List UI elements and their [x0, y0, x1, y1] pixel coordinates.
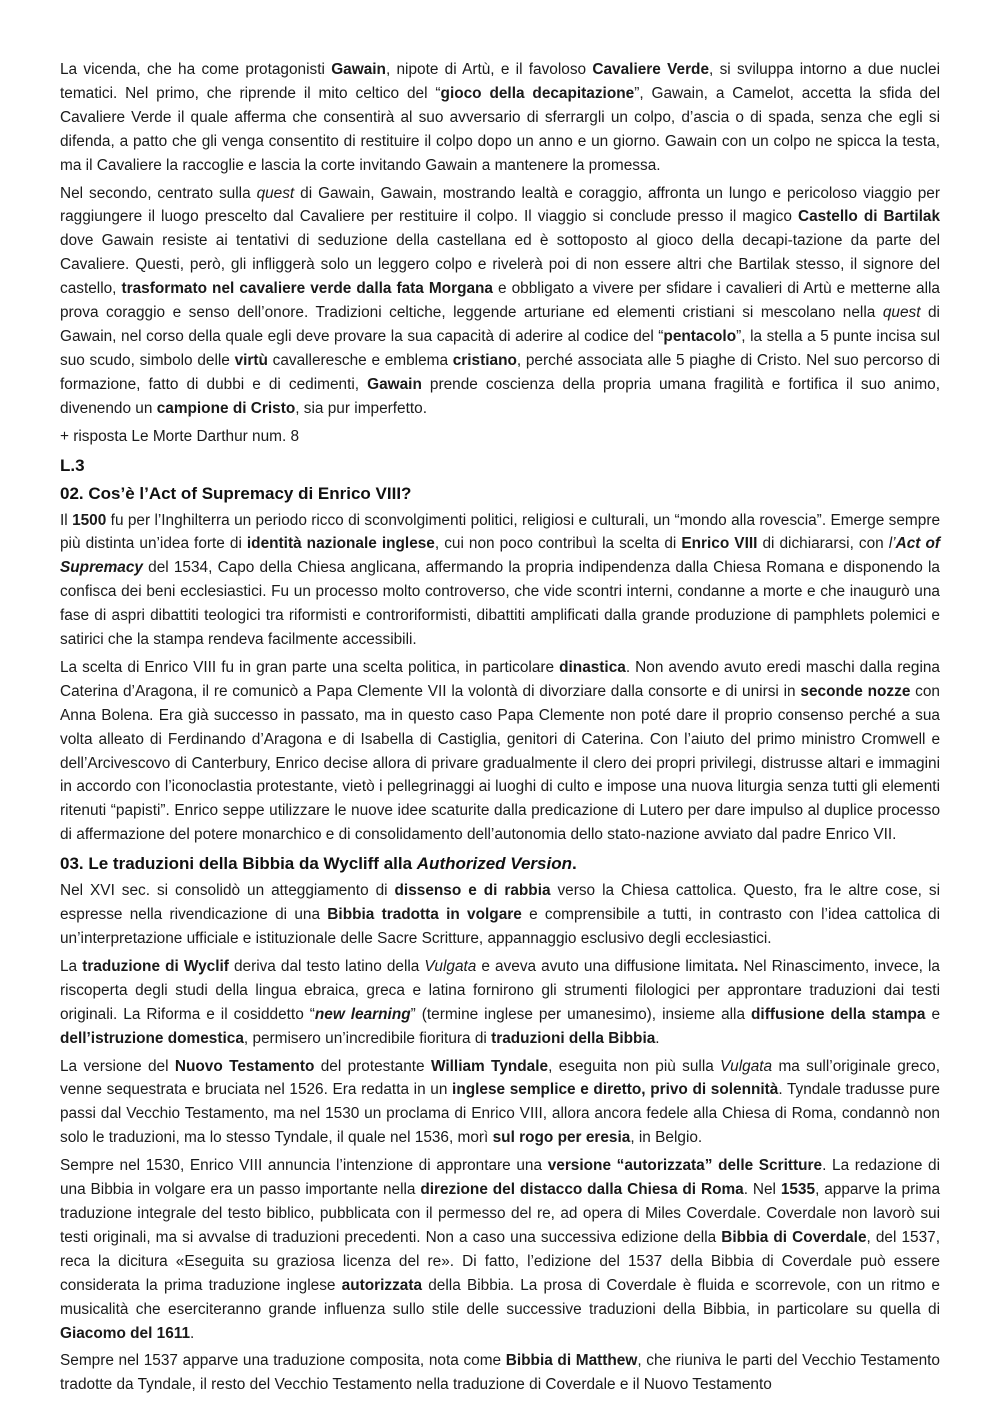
text-run: .: [190, 1324, 195, 1342]
text-run: , eseguita non più sulla: [548, 1057, 721, 1075]
emphasized-text: dinastica: [559, 658, 626, 676]
question-heading-act-of-supremacy: [60, 481, 940, 507]
text-run: della Bibbia. La prosa di Coverdale è fluida e scorrevole, con un ritmo e musicalità che eserciteranno grande influenza sullo stile delle successive traduzioni della Bibbia, in particolare su quella di: [60, 1276, 940, 1318]
note-le-morte-darthur: [60, 425, 940, 449]
emphasized-text: .: [734, 957, 739, 975]
text-run: 03. Le traduzioni della Bibbia da Wycliff alla: [60, 854, 417, 874]
text-run: Nel XVI sec. si consolidò un atteggiamento di: [60, 882, 395, 900]
emphasized-text: Gawain: [331, 61, 386, 78]
emphasized-text: new learning: [314, 1005, 411, 1023]
text-run: con Anna Bolena. Era già successo in passato, ma in questo caso Papa Clemente non poté dare il proprio consenso perché a sua volta alleato di Ferdinando d’Aragona e di Isabella di Castiglia, genitori di Caterina. Con l’aiuto del primo ministro Cromwell e dell’Arcivescovo di Canterbury, Enrico decise allora di privare gradualmente il clero dei propri privilegi, distrusse altari e immagini in accordo con l’iconoclastia protestante, vietò i pellegrinaggi ai luoghi di culto e impose una nuova liturgia senza tutti gli elementi ritenuti “papisti”. Enrico seppe utilizzare le nuove idee scaturite dalla predicazione di Lutero per dare impulso al duplice processo di affermazione del potere monarchico e di consolidamento dell’autonomia dello stato-nazione avviato dal padre Enrico VII.: [60, 682, 940, 844]
text-run: Sempre nel 1530, Enrico VIII annuncia l’intenzione di approntare una: [60, 1157, 548, 1175]
text-run: e: [925, 1005, 941, 1023]
emphasized-text: Nuovo Testamento: [174, 1057, 315, 1075]
emphasized-text: gioco della decapitazione: [440, 84, 635, 102]
text-run: La vicenda, che ha come protagonisti: [60, 61, 332, 78]
emphasized-text: dell’istruzione domestica: [60, 1029, 244, 1047]
text-run: di dichiararsi, con: [757, 535, 889, 553]
paragraph-wyclif-translation: [60, 955, 940, 1051]
emphasized-text: l’: [888, 535, 896, 553]
emphasized-text: quest: [882, 304, 921, 322]
text-run: . Non avendo avuto eredi maschi dalla regina Caterina d’Aragona, il re comunicò a Papa Clemente VII la volontà di divorziare dalla consorte e di unirsi in: [60, 658, 940, 700]
emphasized-text: Cavaliere Verde: [592, 61, 710, 78]
emphasized-text: versione “autorizzata” delle Scritture: [547, 1157, 823, 1175]
text-run: ” (termine inglese per umanesimo), insieme alla: [410, 1005, 752, 1023]
section-label-l3: [60, 453, 940, 479]
text-run: , in Belgio.: [630, 1129, 703, 1147]
text-run: di Gawain, nel corso della quale egli deve provare la sua capacità di aderire al codice del “: [60, 304, 940, 345]
text-run: , si sviluppa intorno a due nuclei tematici. Nel primo, che riprende il mito celtico del “: [60, 61, 940, 102]
emphasized-text: Vulgata: [720, 1057, 773, 1075]
text-run: .: [572, 854, 577, 874]
text-run: di Gawain, Gawain, mostrando lealtà e coraggio, affronta un lungo e pericoloso viaggio per raggiungere il luogo prescelto dal Cavaliere per restituire il colpo. Il viaggio si conclude presso il magico: [60, 184, 940, 226]
emphasized-text: seconde nozze: [800, 682, 911, 700]
emphasized-text: sul rogo per eresia: [492, 1129, 631, 1147]
emphasized-text: Bibbia di Matthew: [505, 1352, 638, 1370]
text-run: e aveva avuto una diffusione limitata: [476, 957, 735, 975]
emphasized-text: virtù: [234, 351, 268, 369]
paragraph-matthew-bible: [60, 1349, 940, 1397]
text-run: , che riuniva le parti del Vecchio Testamento tradotte da Tyndale, il resto del Vecchio Testamento nella traduzione di Coverdale e il Nuovo Testamento: [60, 1352, 940, 1394]
text-run: fu per l’Inghilterra un periodo ricco di sconvolgimenti politici, religiosi e culturali, un “mondo alla rovescia”. Emerge sempre più distinta un’idea forte di: [60, 511, 941, 553]
text-run: prende coscienza della propria umana fragilità e fortifica il suo animo, divenendo un: [60, 375, 940, 417]
emphasized-text: Gawain: [367, 375, 422, 393]
text-run: Nel Rinascimento, invece, la riscoperta degli studi della lingua ebraica, greca e latina fornirono gli strumenti filologici per approntare traduzioni dai testi originali. La Riforma e il cosiddetto “: [60, 957, 940, 1023]
emphasized-text: Enrico VIII: [681, 535, 758, 553]
emphasized-text: dissenso e di rabbia: [394, 882, 551, 900]
paragraph-gawain-quest: [60, 182, 940, 421]
emphasized-text: inglese semplice e diretto, privo di solennità: [452, 1081, 779, 1099]
paragraph-tyndale: [60, 1055, 940, 1151]
emphasized-text: direzione del distacco dalla Chiesa di Roma: [420, 1181, 744, 1199]
emphasized-text: 1500: [72, 511, 107, 529]
text-run: , cui non poco contribuì la scelta di: [434, 535, 682, 553]
text-run: 02. Cos’è l’Act of Supremacy di Enrico VIII?: [60, 483, 412, 503]
emphasized-text: 1535: [780, 1181, 816, 1199]
text-run: e comprensibile a tutti, in contrasto con l’idea cattolica di un’interpretazione ufficiale e istituzionale delle Sacre Scritture, appannaggio esclusivo degli ecclesiastici.: [60, 906, 941, 947]
emphasized-text: pentacolo: [663, 327, 737, 345]
paragraph-coverdale: [60, 1154, 940, 1345]
text-run: Sempre nel 1537 apparve una traduzione composita, nota come: [60, 1352, 506, 1370]
emphasized-text: identità nazionale inglese: [246, 535, 435, 553]
text-run: . Nel: [743, 1181, 781, 1199]
paragraph-act-of-supremacy: [60, 509, 940, 652]
emphasized-text: Vulgata: [424, 957, 477, 975]
text-run: La: [60, 957, 83, 975]
text-run: verso la Chiesa cattolica. Questo, fra le altre cose, si espresse nella rivendicazione di una: [60, 882, 940, 924]
paragraph-henry-dynastic-choice: [60, 656, 940, 847]
paragraph-gawain-plot: [60, 58, 940, 178]
emphasized-text: William Tyndale: [430, 1057, 549, 1075]
text-run: ”, la stella a 5 punte incisa sul suo scudo, simbolo delle: [60, 327, 940, 369]
text-run: Il: [60, 511, 73, 529]
emphasized-text: campione di Cristo: [156, 399, 296, 417]
emphasized-text: autorizzata: [341, 1276, 423, 1294]
emphasized-text: quest: [256, 184, 295, 202]
emphasized-text: Act of Supremacy: [60, 535, 940, 577]
emphasized-text: traduzioni della Bibbia: [491, 1029, 656, 1047]
emphasized-text: Bibbia tradotta in volgare: [327, 906, 522, 924]
emphasized-text: traduzione di Wyclif: [82, 957, 229, 975]
text-run: dove Gawain resiste ai tentativi di seduzione della castellana ed è sottoposto al gioco della decapi-tazione da parte del Cavaliere. Questi, però, gli infliggerà solo un leggero colpo e rivelerà poi di non essere altri che Bartilak stesso, il signore del castello,: [60, 232, 940, 298]
emphasized-text: Bibbia di Coverdale: [721, 1228, 867, 1246]
text-run: , apparve la prima traduzione integrale del testo biblico, pubblicata con il permesso del re, ad opera di Miles Coverdale. Coverdale non lavorò sui testi originali, ma si avvalse di traduzioni precedenti. Non a caso una successiva edizione della: [60, 1181, 941, 1246]
text-run: . Tyndale tradusse pure passi dal Vecchio Testamento, ma nel 1530 un proclama di Enrico VIII, allora ancora fedele alla Chiesa di Roma, condannò non solo le traduzioni, ma lo stesso Tyndale, il quale nel 1536, morì: [60, 1081, 940, 1147]
text-run: , nipote di Artù, e il favoloso: [385, 61, 593, 78]
emphasized-text: cristiano: [452, 351, 517, 369]
question-heading-bible-translations: [60, 851, 940, 877]
text-run: del 1534, Capo della Chiesa anglicana, affermando la propria indipendenza dalla Chiesa Romana e disponendo la confisca dei beni ecclesiastici. Fu un processo molto controverso, che vide scontri interni, condanne a morte e che inaugurò una fase di aspri dibattiti teologici tra riformisti e controriformisti, dibattiti amplificati dalla grande produzione di pamphlets polemici e satirici che la stampa rendeva facilmente accessibili.: [60, 559, 940, 649]
emphasized-text: Giacomo del 1611: [60, 1324, 191, 1342]
text-run: e obbligato a vivere per sfidare i cavalieri di Artù e metterne alla prova coraggio e senso dell’onore. Tradizioni celtiche, leggende arturiane ed elementi cristiani si mescolano nella: [60, 280, 940, 322]
text-run: Nel secondo, centrato sulla: [60, 184, 257, 202]
paragraph-dissent: [60, 879, 940, 951]
text-run: + risposta Le Morte Darthur num. 8: [60, 427, 300, 445]
emphasized-text: trasformato nel cavaliere verde dalla fata Morgana: [121, 280, 493, 298]
text-run: . La redazione di una Bibbia in volgare era un passo importante nella: [60, 1157, 941, 1199]
text-run: , sia pur imperfetto.: [295, 399, 427, 417]
text-run: L.3: [60, 455, 85, 475]
text-run: ma sull’originale greco, venne sequestrata e bruciata nel 1526. Era redatta in un: [60, 1057, 940, 1099]
text-run: La versione del: [60, 1057, 175, 1075]
emphasized-text: Authorized Version: [416, 854, 572, 874]
emphasized-text: diffusione della stampa: [751, 1005, 926, 1023]
text-run: La scelta di Enrico VIII fu in gran parte una scelta politica, in particolare: [60, 658, 560, 676]
text-run: ”, Gawain, a Camelot, accetta la sfida del Cavaliere Verde il quale afferma che consentirà al suo avversario di sferrargli un colpo, d’ascia o di spada, senza che egli si difenda, a patto che gli venga consentito di restituire il colpo dopo un anno e un giorno. Gawain con un colpo ne spicca la testa, ma il Cavaliere la raccoglie e lascia la corte invitando Gawain a mantenere la promessa.: [60, 84, 941, 174]
text-run: , perché associata alle 5 piaghe di Cristo. Nel suo percorso di formazione, fatto di dubbi e di cedimenti,: [60, 351, 940, 393]
emphasized-text: Castello di Bartilak: [797, 208, 940, 226]
text-run: del protestante: [314, 1057, 431, 1075]
text-run: deriva dal testo latino della: [228, 957, 425, 975]
text-run: .: [655, 1029, 660, 1047]
text-run: , permisero un’incredibile fioritura di: [243, 1029, 492, 1047]
text-run: , del 1537, reca la dicitura «Eseguita su graziosa licenza del re». Di fatto, l’edizione del 1537 della Bibbia di Coverdale può essere considerata la prima traduzione inglese: [60, 1228, 941, 1294]
text-run: cavalleresche e emblema: [267, 351, 453, 369]
